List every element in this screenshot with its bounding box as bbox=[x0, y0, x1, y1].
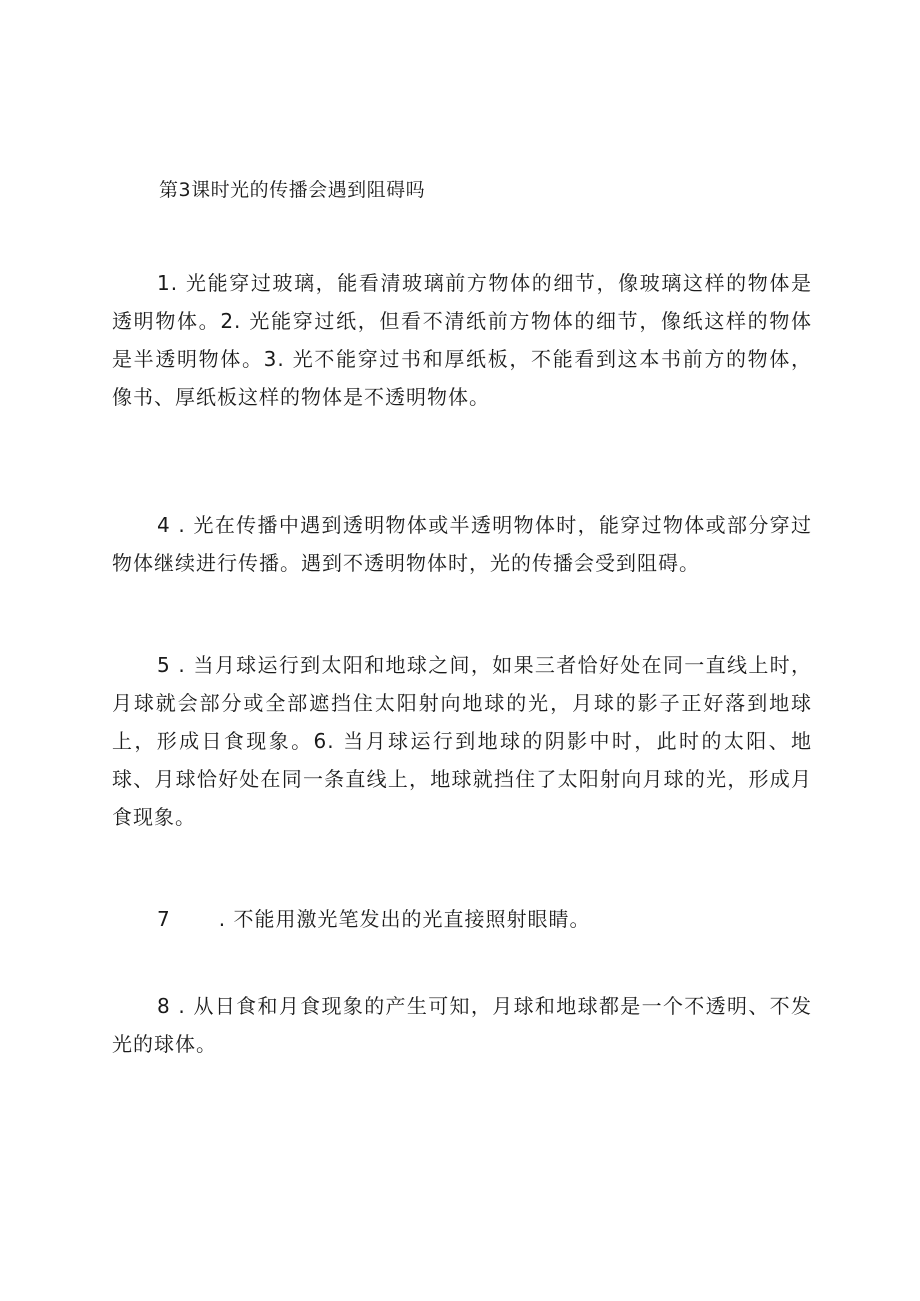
paragraph-8: 8 . 从日食和月食现象的产生可知，月球和地球都是一个不透明、不发光的球体。 bbox=[112, 994, 812, 1056]
paragraph-1-3: 1. 光能穿过玻璃，能看清玻璃前方物体的细节，像玻璃这样的物体是透明物体。2. 光能穿过纸，但看不清纸前方物体的细节，像纸这样的物体是半透明物体。3. 光不能穿过书和厚纸板，不能看到这本书前方的物体，像书、厚纸板这样的物体是不透明物体。 bbox=[112, 271, 812, 409]
paragraph-7 bbox=[112, 900, 812, 938]
paragraph-5-6: 5 . 当月球运行到太阳和地球之间，如果三者恰好处在同一直线上时，月球就会部分或全部遮挡住太阳射向地球的光，月球的影子正好落到地球上，形成日食现象。6. 当月球运行到地球的阴影中时，此时的太阳、地球、月球恰好处在同一条直线上，地球就挡住了太阳射向月球的光，形成月食现象。 bbox=[112, 653, 812, 829]
lesson-title: 第3课时光的传播会遇到阻碍吗 bbox=[159, 179, 426, 201]
paragraph-7-number: 7 bbox=[157, 907, 171, 931]
paragraph-7-text: . 不能用激光笔发出的光直接照射眼睛。 bbox=[218, 907, 591, 931]
paragraph-4: 4 . 光在传播中遇到透明物体或半透明物体时，能穿过物体或部分穿过物体继续进行传播。遇到不透明物体时，光的传播会受到阻碍。 bbox=[112, 513, 812, 575]
